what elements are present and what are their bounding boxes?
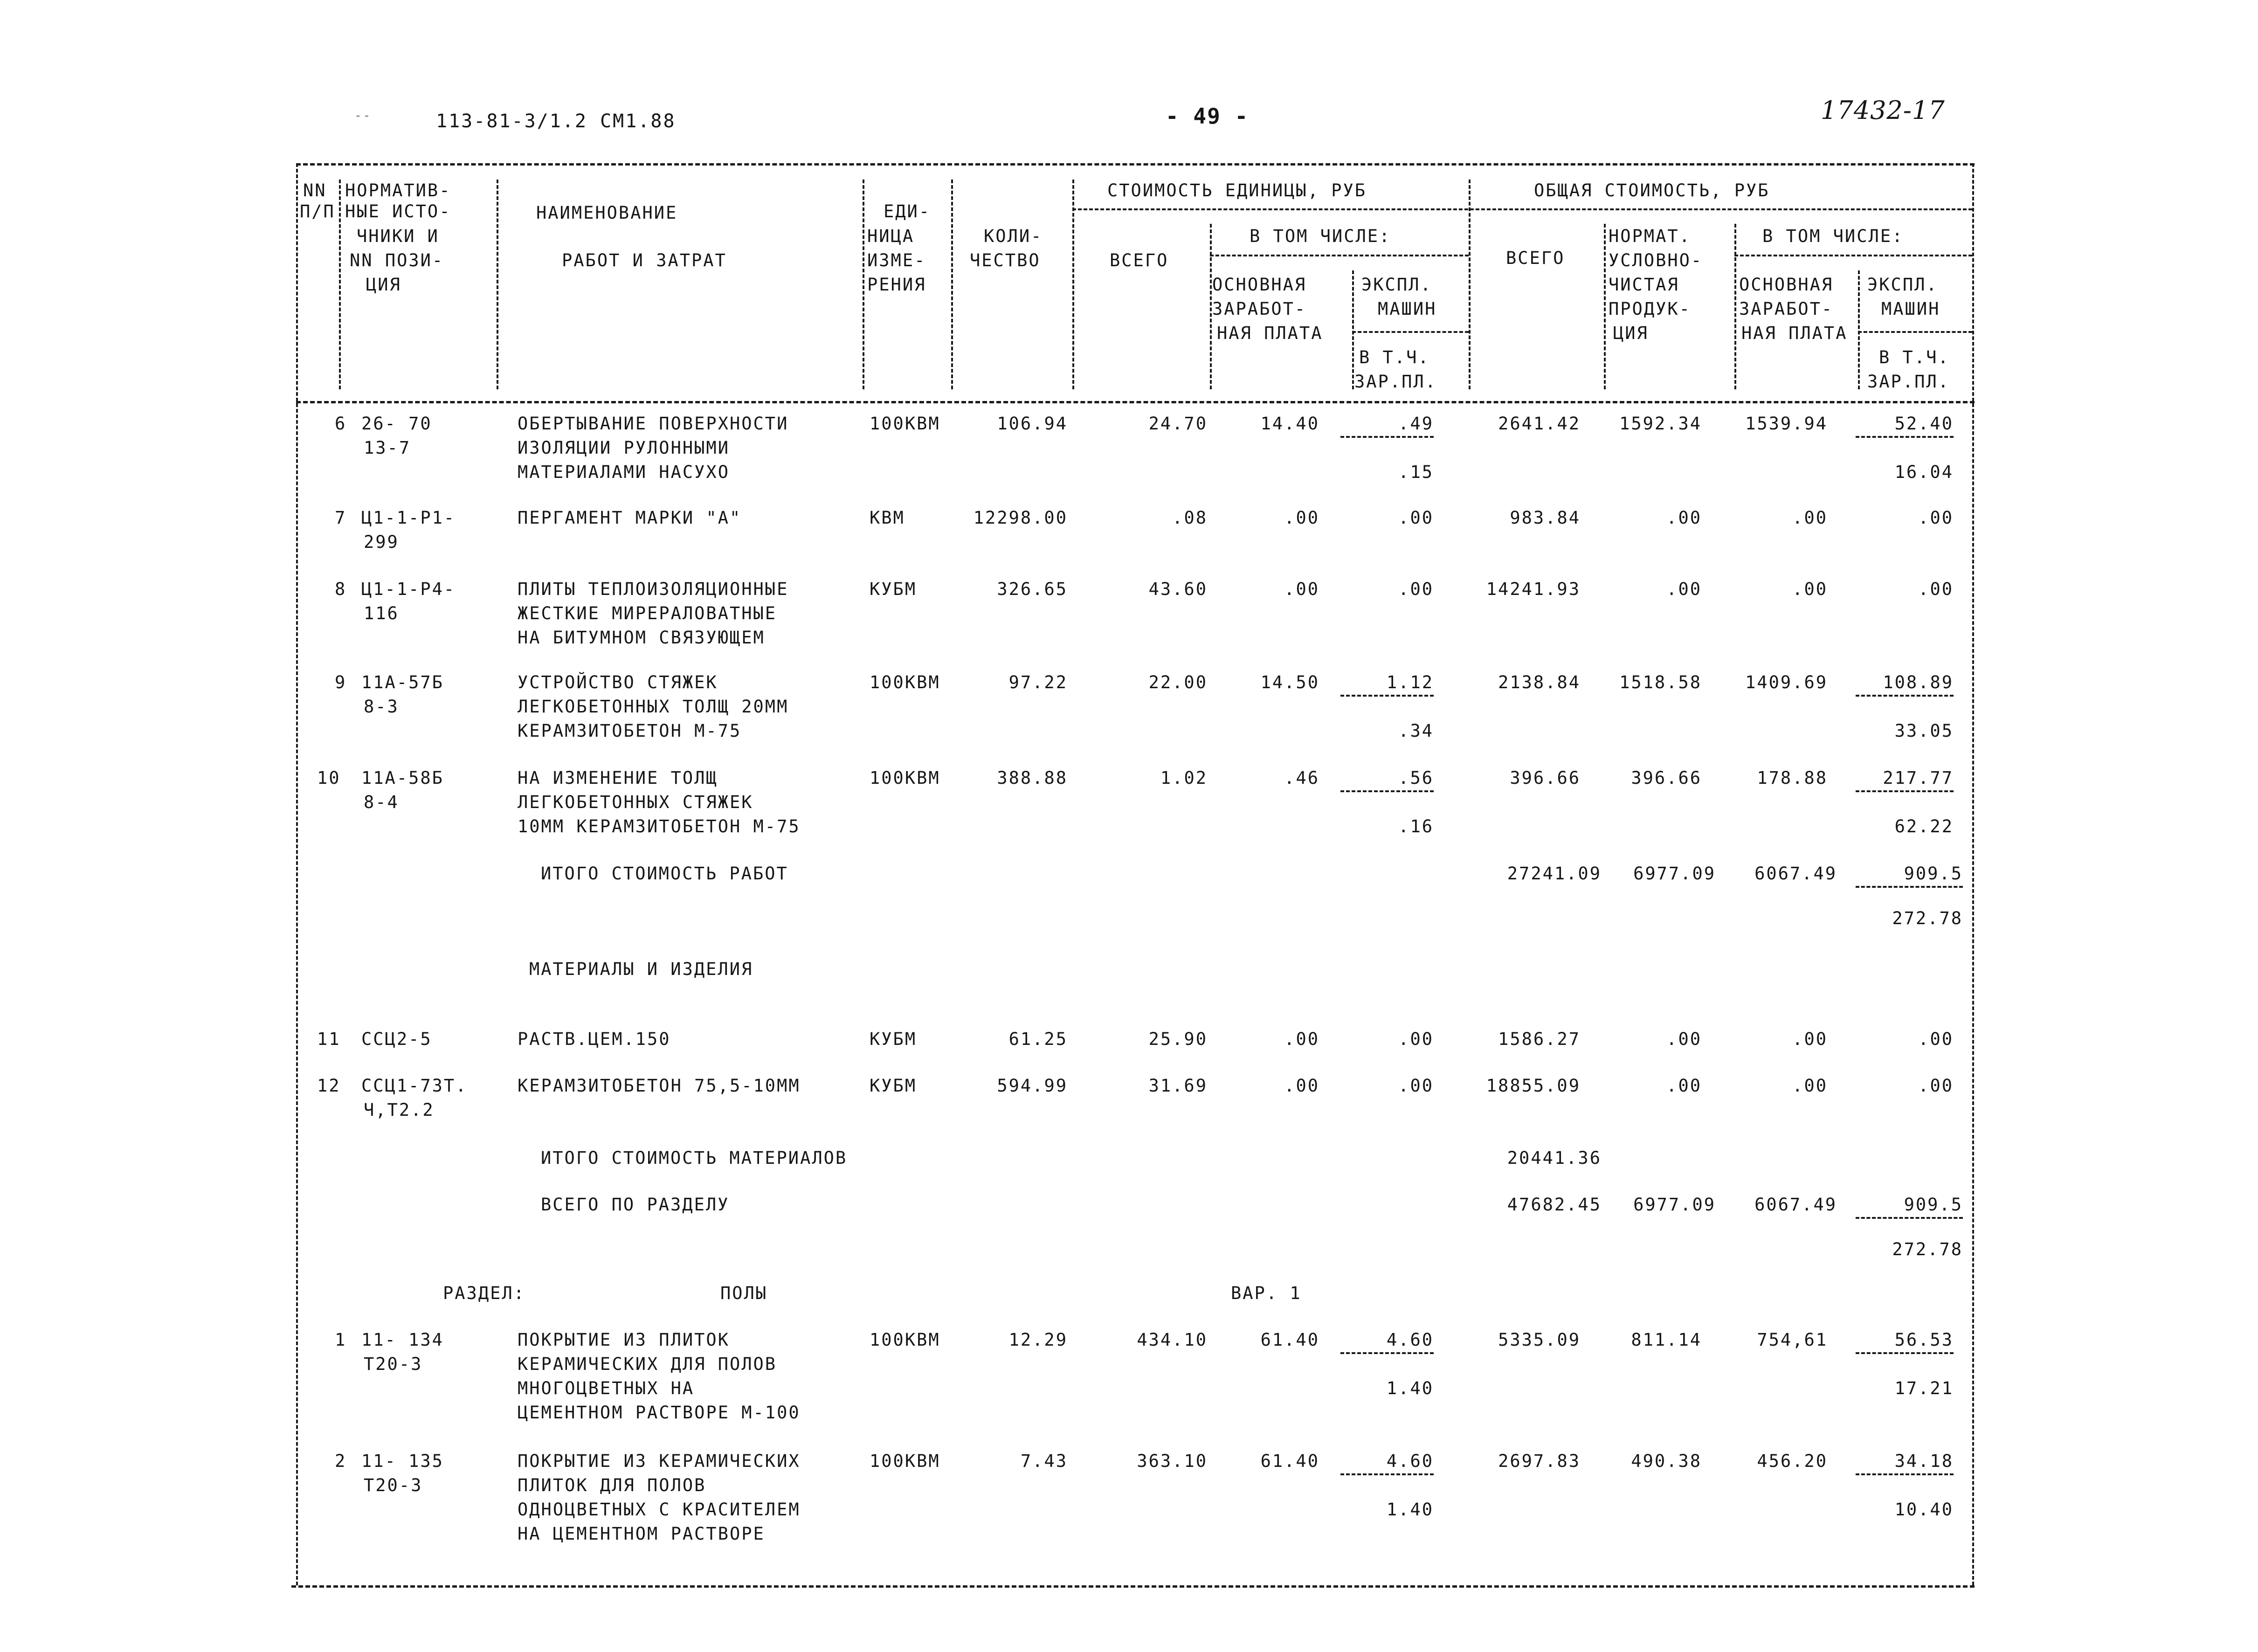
row-unit-zp: 1.40 [1386,1378,1434,1398]
row-number: 9 [335,672,347,692]
row-unit-osn: .00 [1284,1076,1319,1096]
row-total-eks: .00 [1918,1029,1954,1049]
row-norm-code: 299 [364,532,399,552]
header-v-tom2-underline [1734,255,1972,256]
header-total-osn-3: НАЯ ПЛАТА [1741,323,1848,343]
header-unit-osn-3: НАЯ ПЛАТА [1217,323,1323,343]
row-unit-eks: .49 [1398,414,1434,434]
table-bottom-border [291,1585,1975,1588]
row-name: ПЛИТОК ДЛЯ ПОЛОВ [518,1475,706,1495]
row-name: УСТРОЙСТВО СТЯЖЕК [518,672,718,692]
row-total-eks: .00 [1918,1076,1954,1096]
row-total: 5335.09 [1498,1330,1581,1350]
row-unit-total: 22.00 [1148,672,1208,692]
row-norm-code: 13-7 [364,438,411,458]
itogo-rabot-osn: 6067.49 [1754,864,1837,884]
document-code: 113-81-3/1.2 СМ1.88 [436,111,676,132]
row-name: МАТЕРИАЛАМИ НАСУХО [518,462,730,482]
row-qty: 388.88 [997,768,1068,788]
row-unit-total: 43.60 [1148,579,1208,599]
row-norm-code: ССЦ1-73Т. [361,1076,468,1096]
row-name: 10ММ КЕРАМЗИТОБЕТОН М-75 [518,816,801,836]
header-sep-total-normat [1734,224,1736,389]
vsego-razdel-rule [1856,1217,1963,1219]
row-norm-code: Т20-3 [364,1475,423,1495]
header-norm-3: ЧНИКИ И [357,226,439,246]
header-name-1: НАИМЕНОВАНИЕ [536,203,678,223]
header-sep-unitcost-total [1210,224,1212,389]
header-norm-5: ЦИЯ [366,275,401,295]
row-name: МНОГОЦВЕТНЫХ НА [518,1378,695,1398]
row-total-osn: .00 [1792,1029,1828,1049]
row-unit-osn: .00 [1284,579,1319,599]
row-total-normat: 396.66 [1631,768,1702,788]
row-unit-zp-rule [1340,436,1434,438]
header-normat-4: ПРОДУК- [1609,299,1691,319]
itogo-materialov-label: ИТОГО СТОИМОСТЬ МАТЕРИАЛОВ [541,1148,848,1168]
row-unit-osn: .46 [1284,768,1319,788]
row-name: ИЗОЛЯЦИИ РУЛОННЫМИ [518,438,730,458]
row-total-osn: .00 [1792,508,1828,528]
row-qty: 7.43 [1020,1451,1068,1471]
header-unit-1: ЕДИ- [884,201,931,221]
row-norm-code: 8-4 [364,792,399,812]
row-unit-osn: 14.50 [1260,672,1319,692]
row-total-normat: 811.14 [1631,1330,1702,1350]
row-total-zp-rule [1856,1352,1954,1354]
row-name: ОБЕРТЫВАНИЕ ПОВЕРХНОСТИ [518,414,789,434]
header-total-v-tom: В ТОМ ЧИСЛЕ: [1762,226,1904,246]
row-name: ПЛИТЫ ТЕПЛОИЗОЛЯЦИОННЫЕ [518,579,789,599]
row-norm-code: Ц1-1-Р4- [361,579,456,599]
page-number: - 49 - [1166,104,1249,129]
header-unit-vtch-2: ЗАР.ПЛ. [1354,372,1437,392]
table-right-border [1972,163,1974,1585]
row-name: ПОКРЫТИЕ ИЗ ПЛИТОК [518,1330,730,1350]
row-name: РАСТВ.ЦЕМ.150 [518,1029,671,1049]
header-unit-osn-1: ОСНОВНАЯ [1212,275,1307,295]
itogo-rabot-normat: 6977.09 [1633,864,1716,884]
header-unit-eks-1: ЭКСПЛ. [1361,275,1432,295]
row-unit: КУБМ [870,579,917,599]
row-total: 396.66 [1510,768,1581,788]
row-unit: 100КВМ [870,1330,940,1350]
row-total-zp: 17.21 [1894,1378,1954,1398]
row-unit-total: 1.02 [1160,768,1208,788]
row-unit-osn: .00 [1284,508,1319,528]
row-total: 14241.93 [1486,579,1581,599]
row-unit-zp: .15 [1398,462,1434,482]
vsego-razdel-normat: 6977.09 [1633,1195,1716,1215]
row-total-eks: 34.18 [1894,1451,1954,1471]
header-unit-2: НИЦА [867,226,915,246]
header-sep-qty [1072,180,1074,389]
header-total-eks-2: МАШИН [1881,299,1940,319]
row-unit-total: .08 [1172,508,1208,528]
row-unit-eks: .56 [1398,768,1434,788]
header-norm-4: NN ПОЗИ- [350,250,444,270]
header-sep-total-all [1604,224,1606,389]
row-norm-code: ССЦ2-5 [361,1029,432,1049]
row-total-eks: .00 [1918,508,1954,528]
header-qty-1: КОЛИ- [984,226,1043,246]
row-total-normat: 490.38 [1631,1451,1702,1471]
itogo-materialov-total: 20441.36 [1507,1148,1602,1168]
vsego-razdel-eks: 909.5 [1904,1195,1963,1215]
header-bottom-border [296,401,1975,403]
itogo-rabot-label: ИТОГО СТОИМОСТЬ РАБОТ [541,864,788,884]
row-unit-total: 363.10 [1137,1451,1208,1471]
row-total-eks: .00 [1918,579,1954,599]
row-number: 12 [317,1076,341,1096]
row-name: ЖЕСТКИЕ МИРЕРАЛОВАТНЫЕ [518,603,777,623]
row-total-zp: 33.05 [1894,721,1954,741]
row-norm-code: 26- 70 [361,414,432,434]
header-unit-v-tom: В ТОМ ЧИСЛЕ: [1250,226,1391,246]
row-qty: 326.65 [997,579,1068,599]
header-eks2-underline [1858,331,1972,333]
table-left-border [296,163,298,1585]
row-unit-zp: 1.40 [1386,1500,1434,1520]
row-total: 983.84 [1510,508,1581,528]
row-total-zp: 16.04 [1894,462,1954,482]
row-name: НА ЦЕМЕНТНОМ РАСТВОРЕ [518,1524,765,1544]
row-unit-eks: .00 [1398,1029,1434,1049]
header-total-vtch-1: В Т.Ч. [1879,347,1950,367]
row-qty: 61.25 [1008,1029,1068,1049]
row-name: ПОКРЫТИЕ ИЗ КЕРАМИЧЕСКИХ [518,1451,801,1471]
row-norm-code: Ч,Т2.2 [364,1100,435,1120]
section-label: РАЗДЕЛ: [443,1283,525,1303]
row-unit-zp-rule [1340,790,1434,792]
header-total-vsego: ВСЕГО [1506,248,1565,268]
row-unit-total: 31.69 [1148,1076,1208,1096]
row-total-zp: 62.22 [1894,816,1954,836]
header-unit-vtch-1: В Т.Ч. [1359,347,1430,367]
vsego-razdel-total: 47682.45 [1507,1195,1602,1215]
row-total-normat: .00 [1666,1076,1702,1096]
row-total-normat: .00 [1666,508,1702,528]
itogo-rabot-zp: 272.78 [1892,908,1963,928]
itogo-rabot-total: 27241.09 [1507,864,1602,884]
row-total: 1586.27 [1498,1029,1581,1049]
header-total-osn-2: ЗАРАБОТ- [1739,299,1834,319]
row-total-zp-rule [1856,790,1954,792]
row-unit-zp: .34 [1398,721,1434,741]
header-sep-total-osn [1858,270,1860,389]
header-unit-3: ИЗМЕ- [867,250,926,270]
row-total-normat: 1592.34 [1619,414,1702,434]
row-number: 7 [335,508,347,528]
row-unit-eks: .00 [1398,508,1434,528]
row-total-osn: .00 [1792,1076,1828,1096]
vsego-razdel-label: ВСЕГО ПО РАЗДЕЛУ [541,1195,730,1215]
vsego-razdel-zp: 272.78 [1892,1239,1963,1259]
row-total-osn: 754,61 [1757,1330,1828,1350]
vsego-razdel-osn: 6067.49 [1754,1195,1837,1215]
header-unit-osn-2: ЗАРАБОТ- [1212,299,1307,319]
row-name: ЛЕГКОБЕТОННЫХ ТОЛЩ 20ММ [518,697,789,717]
row-total: 2138.84 [1498,672,1581,692]
row-name: НА ИЗМЕНЕНИЕ ТОЛЩ [518,768,718,788]
row-qty: 106.94 [997,414,1068,434]
row-norm-code: 11- 134 [361,1330,444,1350]
header-sep-name [863,180,864,389]
row-norm-code: 8-3 [364,697,399,717]
row-norm-code: 11- 135 [361,1451,444,1471]
row-number: 10 [317,768,341,788]
row-name: КЕРАМЗИТОБЕТОН 75,5-10ММ [518,1076,801,1096]
handwritten-number: 17432-17 [1821,96,1945,125]
itogo-rabot-rule [1856,886,1963,888]
row-number: 1 [335,1330,347,1350]
row-unit-zp-rule [1340,1473,1434,1475]
row-unit: 100КВМ [870,414,940,434]
row-name: ЦЕМЕНТНОМ РАСТВОРЕ М-100 [518,1403,801,1423]
header-normat-3: ЧИСТАЯ [1609,275,1679,295]
row-total-osn: 456.20 [1757,1451,1828,1471]
row-total-zp-rule [1856,1473,1954,1475]
row-unit: 100КВМ [870,672,940,692]
section-name: ПОЛЫ [720,1283,768,1303]
row-unit: КУБМ [870,1029,917,1049]
header-sep-unitcost-end [1469,180,1471,389]
row-name: ПЕРГАМЕНТ МАРКИ "А" [518,508,742,528]
row-total-normat: 1518.58 [1619,672,1702,692]
row-total: 18855.09 [1486,1076,1581,1096]
row-qty: 12.29 [1008,1330,1068,1350]
row-number: 8 [335,579,347,599]
itogo-rabot-eks: 909.5 [1904,864,1963,884]
row-unit-zp: .16 [1398,816,1434,836]
header-name-2: РАБОТ И ЗАТРАТ [562,250,727,270]
row-qty: 594.99 [997,1076,1068,1096]
row-unit-eks: .00 [1398,1076,1434,1096]
row-unit-eks: 4.60 [1386,1330,1434,1350]
row-name: ЛЕГКОБЕТОННЫХ СТЯЖЕК [518,792,753,812]
header-unit-4: РЕНИЯ [867,275,926,295]
row-unit-total: 25.90 [1148,1029,1208,1049]
header-normat-5: ЦИЯ [1613,323,1649,343]
header-normat-2: УСЛОВНО- [1609,250,1703,270]
header-unit-eks-2: МАШИН [1378,299,1437,319]
row-name: КЕРАМИЧЕСКИХ ДЛЯ ПОЛОВ [518,1354,777,1374]
header-nn: NN [303,180,327,200]
header-sep-nn [339,180,341,389]
row-number: 2 [335,1451,347,1471]
row-total: 2641.42 [1498,414,1581,434]
header-eks-underline [1352,331,1469,333]
row-unit-osn: .00 [1284,1029,1319,1049]
header-total-cost-title: ОБЩАЯ СТОИМОСТЬ, РУБ [1534,180,1770,200]
header-sep-norm [497,180,498,389]
row-total-eks: 108.89 [1883,672,1954,692]
header-sep-unitcost-osn [1352,270,1354,389]
row-qty: 97.22 [1008,672,1068,692]
table-top-border [296,163,1975,166]
row-norm-code: Т20-3 [364,1354,423,1374]
row-number: 11 [317,1029,341,1049]
row-total-normat: .00 [1666,1029,1702,1049]
header-norm-2: НЫЕ ИСТО- [345,201,451,221]
row-total-eks: 52.40 [1894,414,1954,434]
header-norm-1: НОРМАТИВ- [345,180,451,200]
row-total-zp-rule [1856,436,1954,438]
row-total-eks: 56.53 [1894,1330,1954,1350]
row-name: ОДНОЦВЕТНЫХ С КРАСИТЕЛЕМ [518,1500,801,1520]
row-unit-eks: 4.60 [1386,1451,1434,1471]
row-name: НА БИТУМНОМ СВЯЗУЮЩЕМ [518,628,765,648]
row-total-osn: 1539.94 [1745,414,1828,434]
row-unit-total: 434.10 [1137,1330,1208,1350]
row-norm-code: 11А-58Б [361,768,444,788]
row-unit-zp-rule [1340,695,1434,697]
row-total-zp: 10.40 [1894,1500,1954,1520]
header-normat-1: НОРМАТ. [1609,226,1691,246]
header-unit-cost-title: СТОИМОСТЬ ЕДИНИЦЫ, РУБ [1107,180,1367,200]
row-unit-zp-rule [1340,1352,1434,1354]
row-unit-osn: 61.40 [1260,1451,1319,1471]
row-qty: 12298.00 [973,508,1068,528]
header-total-eks-1: ЭКСПЛ. [1867,275,1938,295]
section-variant: ВАР. 1 [1231,1283,1302,1303]
header-total-vtch-2: ЗАР.ПЛ. [1867,372,1950,392]
row-norm-code: 11А-57Б [361,672,444,692]
row-total-osn: 1409.69 [1745,672,1828,692]
materials-title: МАТЕРИАЛЫ И ИЗДЕЛИЯ [529,959,753,979]
row-unit-osn: 61.40 [1260,1330,1319,1350]
row-unit-eks: .00 [1398,579,1434,599]
row-unit: КВМ [870,508,905,528]
row-unit-eks: 1.12 [1386,672,1434,692]
row-unit-osn: 14.40 [1260,414,1319,434]
row-total: 2697.83 [1498,1451,1581,1471]
row-unit: 100КВМ [870,1451,940,1471]
header-unit-cost-underline [1072,208,1972,210]
header-v-tom-underline [1210,255,1469,256]
row-number: 6 [335,414,347,434]
row-total-osn: 178.88 [1757,768,1828,788]
row-name: КЕРАМЗИТОБЕТОН М-75 [518,721,742,741]
row-total-osn: .00 [1792,579,1828,599]
row-total-eks: 217.77 [1883,768,1954,788]
row-norm-code: Ц1-1-Р1- [361,508,456,528]
header-pp: П/П [300,201,335,221]
row-total-normat: .00 [1666,579,1702,599]
left-margin-mark: -- [354,109,372,123]
row-unit-total: 24.70 [1148,414,1208,434]
row-unit: 100КВМ [870,768,940,788]
header-sep-unit [951,180,953,389]
header-qty-2: ЧЕСТВО [970,250,1041,270]
row-unit: КУБМ [870,1076,917,1096]
header-total-osn-1: ОСНОВНАЯ [1739,275,1834,295]
row-total-zp-rule [1856,695,1954,697]
header-unit-vsego: ВСЕГО [1110,250,1169,270]
row-norm-code: 116 [364,603,399,623]
